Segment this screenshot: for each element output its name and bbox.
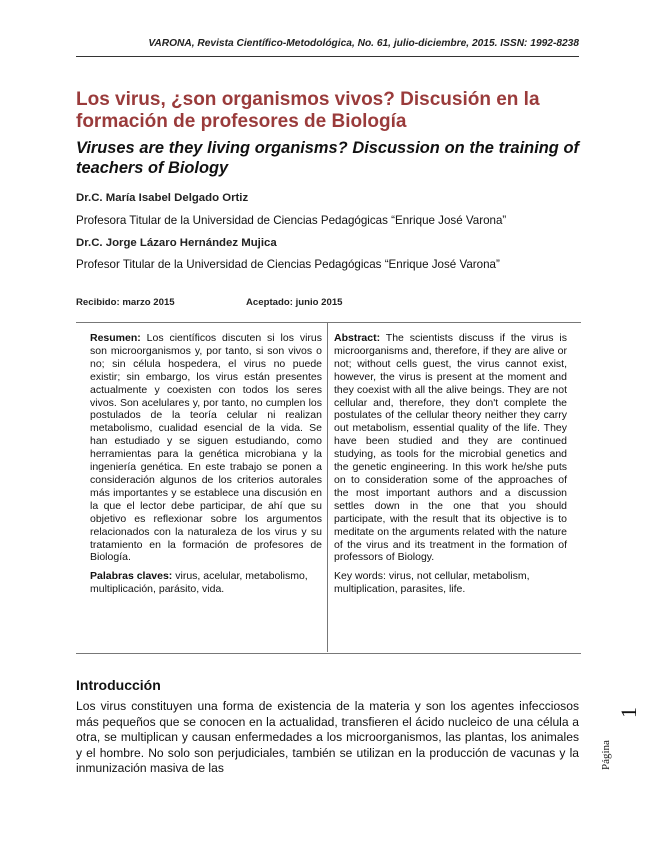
abstract-label: Abstract: [334, 332, 381, 344]
intro-heading: Introducción [76, 677, 161, 693]
resumen-label: Resumen: [90, 332, 141, 344]
author-name-2: Dr.C. Jorge Lázaro Hernández Mujica [76, 237, 277, 249]
received-date: Recibido: marzo 2015 [76, 297, 175, 308]
journal-header: VARONA, Revista Científico-Metodológica, No. 61, julio-diciembre, 2015. ISSN: 1992-8238 [148, 38, 579, 49]
abstract-text: The scientists discuss if the virus is microorganisms and, therefore, if they are alive or not; without cells guest, the virus cannot exist, however, the virus is present at the moment and they coexist with all the alive beings. They are not cellular and, therefore, they don't complete the postulates of the cellular theory neither they carry out metabolism, essential quality of the life. They have been studied and they are continued studying, as tools for the microbial genetics and the genetic engineering. In this work he/she puts on to consideration some of the approaches of the most important authors and a discussion settles down in the one that you should participate, with the result that its objective is to meditate on the arguments related with the nature of the virus and its treatment in the formation of professors of Biology. [334, 332, 567, 564]
resumen-column [90, 332, 322, 596]
title-english: Viruses are they living organisms? Discussion on the training of teachers of Biology [76, 139, 579, 177]
title-spanish: Los virus, ¿son organismos vivos? Discusión en la formación de profesores de Biología [76, 89, 540, 132]
dates [76, 297, 343, 308]
column-divider [327, 322, 328, 652]
intro-body [76, 699, 579, 777]
intro-paragraph: Los virus constituyen una forma de existencia de la materia y son los agentes infecciosos más pequeños que se conocen en la actualidad, transfieren el ácido nucleico de una célula a otra, se multiplican y causan enfermedades a los microorganismos, las plantas, los animales y el hombre. No solo son perjudiciales, también se utilizan en la producción de vacunas y la inmunización masiva de las [76, 699, 579, 775]
key-words: Key words: virus, not cellular, metabolism, multiplication, parasites, life. [334, 570, 530, 596]
author-name-1: Dr.C. María Isabel Delgado Ortiz [76, 192, 249, 204]
abstract-column [334, 332, 567, 596]
palabras-claves-label: Palabras claves: [90, 570, 173, 583]
page-number: 1 [616, 707, 641, 718]
resumen-paragraph [90, 332, 322, 564]
accepted-date: Aceptado: junio 2015 [246, 297, 343, 308]
page-label-text: Página [600, 740, 612, 770]
author-affiliation-2: Profesor Titular de la Universidad de Ciencias Pedagógicas “Enrique José Varona” [76, 258, 500, 271]
author-affiliation-1: Profesora Titular de la Universidad de Ciencias Pedagógicas “Enrique José Varona” [76, 214, 507, 227]
palabras-claves-text: virus, acelular, metabolismo, multiplicación, parásito, vida. [90, 570, 308, 596]
abstract-paragraph [334, 332, 567, 564]
resumen-text: Los científicos discuten si los virus son microorganismos y, por tanto, si son vivos o no; sin célula hospedera, el virus no puede existir; sin embargo, los virus están presentes actualmente y coexisten con todos los seres vivos. Son acelulares y, por tanto, no cumplen los postulados de la teoría celular ni realizan metabolismo, cualidad esencial de la vida. Se han estudiado y se siguen estudiando, como herramientas para la genética microbiana y la ingeniería genética. En este trabajo se ponen a consideración algunos de los criterios autorales más importantes y se establece una discusión en la que el lector debe participar, de ahí que su objetivo es reflexionar sobre los argumentos relacionados con la naturaleza de los virus y su tratamiento en la formación de profesores de Biología. [90, 332, 322, 564]
page-number-label [598, 707, 641, 782]
palabras-claves [90, 570, 322, 596]
header-rule [76, 56, 579, 57]
